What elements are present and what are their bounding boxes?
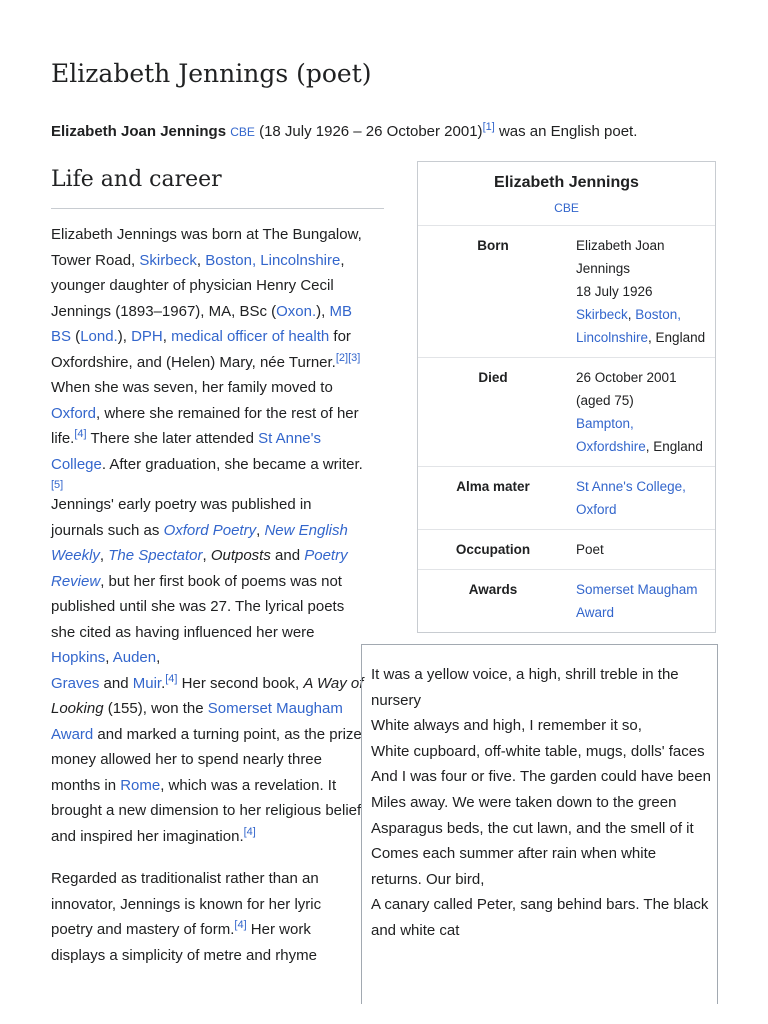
poem-line: White cupboard, off-white table, mugs, dolls' faces xyxy=(371,742,705,760)
link-oxford-poetry[interactable]: Oxford Poetry xyxy=(163,521,257,539)
ref-link[interactable]: [5] xyxy=(51,479,64,491)
text: and marked a turning point, as the prize money allowed her to spend nearly three months in xyxy=(51,725,362,794)
paragraph-style xyxy=(51,866,331,968)
link-skirbeck[interactable]: Skirbeck xyxy=(139,251,197,269)
text: Regarded as traditionalist rather than an innovator, Jennings is known for her lyric poetry and mastery of form. xyxy=(51,870,322,938)
page-title: Elizabeth Jennings (poet) xyxy=(51,59,372,88)
text: . xyxy=(161,674,166,692)
text: There she later attended xyxy=(86,430,259,447)
subject-name: Elizabeth Joan Jennings xyxy=(51,123,227,140)
paragraph-career xyxy=(51,492,367,849)
link-dph[interactable]: DPH xyxy=(131,328,163,345)
died-age: (aged 75) xyxy=(576,393,634,408)
text: Jennings' early poetry was published in journals such as xyxy=(51,496,312,539)
ref-link[interactable]: [2][3] xyxy=(335,351,361,364)
text: ), xyxy=(117,328,132,345)
text: Her work displays a simplicity of metre and rhyme xyxy=(51,921,317,964)
text: , England xyxy=(645,439,703,454)
ref-link[interactable]: [1] xyxy=(482,121,495,133)
text: , but her first book of poems was not published until she was 27. The lyrical poets she cited as having influenced her were xyxy=(51,572,345,641)
infobox-label: Occupation xyxy=(455,542,531,557)
text: , which was a revelation. It brought a new dimension to her religious belief and inspired her imagination. xyxy=(51,776,362,845)
poem-line: It was a yellow voice, a high, shrill treble in the nursery xyxy=(371,666,679,709)
link-medical-officer[interactable]: medical officer of health xyxy=(171,328,330,345)
link-graves[interactable]: Graves xyxy=(51,674,100,692)
infobox-label: Died xyxy=(478,370,508,385)
paragraph-early-life xyxy=(51,222,367,503)
infobox-row-born xyxy=(418,226,715,358)
poem-line: A canary called Peter, sang behind bars. The black and white cat xyxy=(371,896,709,939)
poem-line: And I was four or five. The garden could have been Miles away. We were taken down to the green xyxy=(371,768,711,811)
infobox-value xyxy=(568,475,711,521)
lead-dates: (18 July 1926 – 26 October 2001) xyxy=(254,123,483,140)
infobox-value: Poet xyxy=(576,542,604,557)
infobox-label: Awards xyxy=(468,582,518,597)
text: and xyxy=(99,674,133,692)
link-somerset-maugham-award[interactable]: Somerset Maugham Award xyxy=(51,700,343,743)
text: , where she remained for the rest of her life. xyxy=(51,404,359,447)
poem-line: White always and high, I remember it so, xyxy=(371,717,642,735)
text: When she was seven, her family moved to xyxy=(51,379,333,396)
text: Her second book, xyxy=(177,674,304,692)
ref-link[interactable]: [4] xyxy=(243,825,256,838)
infobox-row-awards xyxy=(418,570,715,632)
ref-link[interactable]: [4] xyxy=(165,672,178,685)
text: ), xyxy=(316,302,330,320)
infobox xyxy=(417,161,716,633)
infobox-value xyxy=(568,234,711,349)
text: , xyxy=(196,251,206,269)
link-boston[interactable]: Boston, Lincolnshire xyxy=(576,307,682,345)
link-muir[interactable]: Muir xyxy=(132,674,162,692)
born-date: 18 July 1926 xyxy=(576,284,653,299)
infobox-label: Alma mater xyxy=(456,479,530,494)
book-title: A Way of Looking xyxy=(51,674,364,717)
link-lond[interactable]: Lond. xyxy=(80,328,118,345)
ref-link[interactable]: [4] xyxy=(74,428,87,440)
infobox-value xyxy=(568,578,711,624)
link-skirbeck[interactable]: Skirbeck xyxy=(576,307,628,322)
cbe-link[interactable]: CBE xyxy=(230,125,255,139)
text: (155), won the xyxy=(103,700,208,717)
text: for Oxfordshire, and (Helen) Mary, née Turner. xyxy=(51,328,351,371)
text: . After graduation, she became a writer. xyxy=(101,455,363,473)
link-oxon[interactable]: Oxon. xyxy=(276,302,317,320)
link-new-english-weekly[interactable]: New English Weekly xyxy=(51,521,348,564)
infobox-cbe-link[interactable]: CBE xyxy=(554,201,579,215)
text: and xyxy=(270,547,305,564)
infobox-row-died xyxy=(418,358,715,467)
link-mbbs[interactable]: MB BS xyxy=(51,302,352,345)
text: , xyxy=(99,547,109,564)
text: , xyxy=(627,307,636,322)
link-bampton[interactable]: Bampton, Oxfordshire xyxy=(576,416,646,454)
text: Elizabeth Jennings was born at The Bungalow, Tower Road, xyxy=(51,226,362,269)
text: , xyxy=(256,521,265,539)
text: ( xyxy=(71,328,81,345)
poem-line: Comes each summer after rain when white returns. Our bird, xyxy=(371,845,657,888)
lead-text: was an English poet. xyxy=(494,123,638,140)
link-st-annes[interactable]: St Anne's College xyxy=(51,430,322,473)
link-the-spectator[interactable]: The Spectator xyxy=(108,547,203,564)
lead-paragraph xyxy=(51,120,741,144)
text: , xyxy=(202,547,211,564)
infobox-value xyxy=(568,366,711,458)
text: , xyxy=(156,649,161,666)
link-st-annes[interactable]: St Anne's College, Oxford xyxy=(576,479,686,517)
died-date: 26 October 2001 xyxy=(576,370,677,385)
infobox-row-alma-mater xyxy=(418,467,715,530)
infobox-label: Born xyxy=(477,238,509,253)
link-oxford[interactable]: Oxford xyxy=(51,404,97,422)
link-rome[interactable]: Rome xyxy=(120,776,161,794)
link-boston[interactable]: Boston, Lincolnshire xyxy=(205,251,341,269)
infobox-header xyxy=(418,162,715,226)
text: , xyxy=(105,649,113,666)
text: , England xyxy=(648,330,706,345)
text: , younger daughter of physician Henry Cecil Jennings (1893–1967), MA, BSc ( xyxy=(51,251,345,320)
link-poetry-review[interactable]: Poetry Review xyxy=(51,547,348,590)
infobox-title: Elizabeth Jennings xyxy=(494,174,639,191)
infobox-row-occupation xyxy=(418,530,715,570)
link-auden[interactable]: Auden xyxy=(112,649,157,666)
section-heading: Life and career xyxy=(51,162,384,209)
born-name: Elizabeth Joan Jennings xyxy=(576,238,665,276)
text: , xyxy=(162,328,172,345)
link-hopkins[interactable]: Hopkins xyxy=(51,649,106,666)
outposts-title: Outposts xyxy=(210,547,271,564)
ref-link[interactable]: [4] xyxy=(234,919,247,931)
link-somerset-maugham-award[interactable]: Somerset Maugham Award xyxy=(576,582,698,620)
poem-quote-box xyxy=(361,644,718,1004)
poem-line: Asparagus beds, the cut lawn, and the smell of it xyxy=(371,819,694,837)
